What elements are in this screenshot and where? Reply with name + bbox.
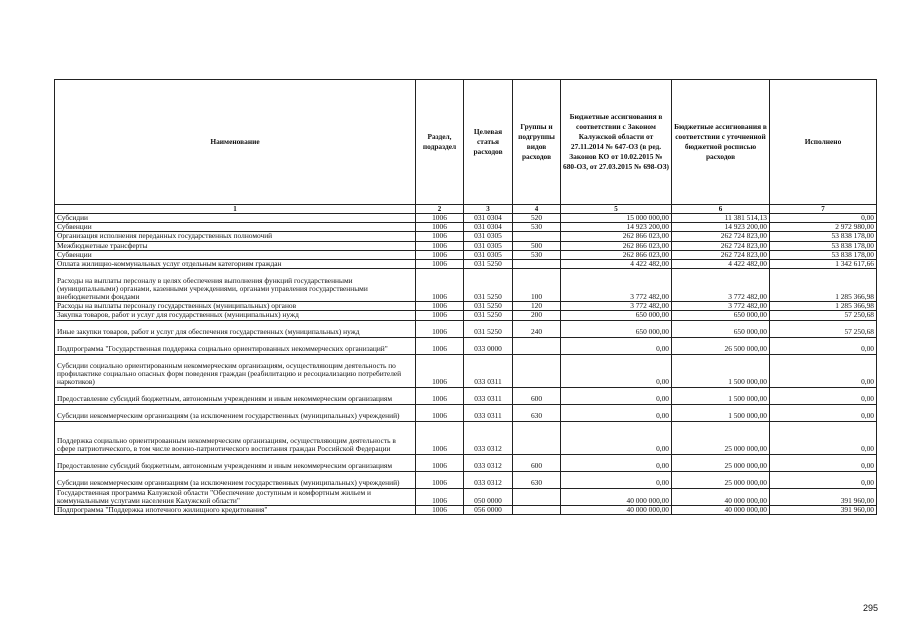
row-target-article: 031 5250 — [464, 260, 513, 269]
row-target-article: 033 0312 — [464, 471, 513, 488]
row-name: Межбюджетные трансферты — [55, 241, 416, 250]
row-revised-amount: 3 772 482,00 — [672, 302, 770, 311]
row-target-article: 031 0304 — [464, 214, 513, 223]
column-number: 6 — [672, 205, 770, 214]
table-row — [55, 250, 877, 259]
header-target-article: Целевая статья расходов — [464, 80, 513, 205]
row-revised-amount: 25 000 000,00 — [672, 454, 770, 471]
row-section: 1006 — [416, 320, 464, 337]
row-section: 1006 — [416, 214, 464, 223]
row-law-amount: 3 772 482,00 — [561, 269, 672, 302]
row-law-amount: 0,00 — [561, 421, 672, 454]
row-executed-amount: 53 838 178,00 — [770, 232, 877, 241]
row-law-amount: 0,00 — [561, 404, 672, 421]
row-target-article: 031 0304 — [464, 223, 513, 232]
table-row — [55, 506, 877, 515]
table-row — [55, 241, 877, 250]
table-row — [55, 302, 877, 311]
row-name: Организация исполнения переданных государственных полномочий — [55, 232, 416, 241]
column-number: 2 — [416, 205, 464, 214]
row-executed-amount: 1 342 617,66 — [770, 260, 877, 269]
row-target-article: 033 0311 — [464, 387, 513, 404]
row-target-article: 033 0000 — [464, 337, 513, 354]
header-executed: Исполнено — [770, 80, 877, 205]
row-target-article: 056 0000 — [464, 506, 513, 515]
row-executed-amount: 0,00 — [770, 214, 877, 223]
row-executed-amount: 391 960,00 — [770, 506, 877, 515]
row-name: Подпрограмма "Поддержка ипотечного жилищного кредитования" — [55, 506, 416, 515]
row-name: Закупка товаров, работ и услуг для государственных (муниципальных) нужд — [55, 311, 416, 320]
row-executed-amount: 1 285 366,98 — [770, 302, 877, 311]
row-name: Субсидии некоммерческим организациям (за исключением государственных (муниципальных) учреждений) — [55, 471, 416, 488]
row-revised-amount: 262 724 823,00 — [672, 232, 770, 241]
column-number: 5 — [561, 205, 672, 214]
row-revised-amount: 25 000 000,00 — [672, 471, 770, 488]
row-expense-group — [513, 354, 561, 387]
table-body — [55, 214, 877, 515]
row-section: 1006 — [416, 232, 464, 241]
row-expense-group — [513, 337, 561, 354]
row-revised-amount: 650 000,00 — [672, 320, 770, 337]
table-row — [55, 260, 877, 269]
row-section: 1006 — [416, 311, 464, 320]
table-row — [55, 354, 877, 387]
row-revised-amount: 25 000 000,00 — [672, 421, 770, 454]
header-expense-group: Группы и подгруппы видов расходов — [513, 80, 561, 205]
row-target-article: 033 0311 — [464, 404, 513, 421]
table-row — [55, 232, 877, 241]
row-revised-amount: 40 000 000,00 — [672, 488, 770, 505]
row-law-amount: 650 000,00 — [561, 311, 672, 320]
table-row — [55, 269, 877, 302]
row-expense-group — [513, 421, 561, 454]
row-name: Субсидии некоммерческим организациям (за исключением государственных (муниципальных) учреждений) — [55, 404, 416, 421]
row-section: 1006 — [416, 269, 464, 302]
row-name: Расходы на выплаты персоналу государственных (муниципальных) органов — [55, 302, 416, 311]
row-law-amount: 40 000 000,00 — [561, 488, 672, 505]
header-revised-allocations: Бюджетные ассигнования в соответствии с уточненной бюджетной росписью расходов — [672, 80, 770, 205]
header-name: Наименование — [55, 80, 416, 205]
row-section: 1006 — [416, 387, 464, 404]
table-row — [55, 421, 877, 454]
row-revised-amount: 26 500 000,00 — [672, 337, 770, 354]
row-expense-group: 600 — [513, 454, 561, 471]
row-expense-group: 240 — [513, 320, 561, 337]
row-section: 1006 — [416, 223, 464, 232]
row-section: 1006 — [416, 421, 464, 454]
row-executed-amount: 0,00 — [770, 421, 877, 454]
row-law-amount: 650 000,00 — [561, 320, 672, 337]
row-name: Подпрограмма "Государственная поддержка социально ориентированных некоммерческих организаций" — [55, 337, 416, 354]
row-law-amount: 262 866 023,00 — [561, 250, 672, 259]
row-name: Государственная программа Калужской области "Обеспечение доступным и комфортным жильем и коммунальными услугами населения Калужской области" — [55, 488, 416, 505]
row-target-article: 033 0312 — [464, 421, 513, 454]
row-revised-amount: 1 500 000,00 — [672, 387, 770, 404]
row-section: 1006 — [416, 354, 464, 387]
row-revised-amount: 11 381 514,13 — [672, 214, 770, 223]
row-executed-amount: 1 285 366,98 — [770, 269, 877, 302]
row-law-amount: 0,00 — [561, 337, 672, 354]
row-law-amount: 3 772 482,00 — [561, 302, 672, 311]
row-expense-group: 630 — [513, 471, 561, 488]
table-row — [55, 404, 877, 421]
row-section: 1006 — [416, 471, 464, 488]
row-executed-amount: 391 960,00 — [770, 488, 877, 505]
row-expense-group — [513, 260, 561, 269]
row-expense-group: 520 — [513, 214, 561, 223]
row-revised-amount: 3 772 482,00 — [672, 269, 770, 302]
column-number-row — [55, 205, 877, 214]
row-expense-group: 530 — [513, 250, 561, 259]
row-executed-amount: 0,00 — [770, 454, 877, 471]
row-law-amount: 40 000 000,00 — [561, 506, 672, 515]
table-row — [55, 387, 877, 404]
table-row — [55, 320, 877, 337]
row-executed-amount: 57 250,68 — [770, 320, 877, 337]
row-executed-amount: 0,00 — [770, 354, 877, 387]
row-target-article: 033 0312 — [464, 454, 513, 471]
row-section: 1006 — [416, 250, 464, 259]
row-section: 1006 — [416, 337, 464, 354]
row-law-amount: 4 422 482,00 — [561, 260, 672, 269]
row-section: 1006 — [416, 302, 464, 311]
row-law-amount: 262 866 023,00 — [561, 241, 672, 250]
table-row — [55, 454, 877, 471]
row-section: 1006 — [416, 454, 464, 471]
table-row — [55, 337, 877, 354]
row-executed-amount: 2 972 980,00 — [770, 223, 877, 232]
row-revised-amount: 1 500 000,00 — [672, 404, 770, 421]
row-executed-amount: 0,00 — [770, 404, 877, 421]
row-name: Иные закупки товаров, работ и услуг для обеспечения государственных (муниципальных) нужд — [55, 320, 416, 337]
header-row — [55, 80, 877, 205]
row-expense-group: 600 — [513, 387, 561, 404]
budget-table — [54, 79, 877, 515]
table-row — [55, 471, 877, 488]
row-expense-group — [513, 506, 561, 515]
row-section: 1006 — [416, 241, 464, 250]
row-target-article: 031 0305 — [464, 241, 513, 250]
column-number: 7 — [770, 205, 877, 214]
row-name: Предоставление субсидий бюджетным, автономным учреждениям и иным некоммерческим организациям — [55, 454, 416, 471]
row-revised-amount: 650 000,00 — [672, 311, 770, 320]
column-number: 3 — [464, 205, 513, 214]
row-target-article: 033 0311 — [464, 354, 513, 387]
row-revised-amount: 14 923 200,00 — [672, 223, 770, 232]
row-target-article: 031 5250 — [464, 311, 513, 320]
row-revised-amount: 4 422 482,00 — [672, 260, 770, 269]
row-executed-amount: 53 838 178,00 — [770, 250, 877, 259]
table-row — [55, 214, 877, 223]
row-name: Субвенции — [55, 250, 416, 259]
row-law-amount: 0,00 — [561, 354, 672, 387]
row-expense-group: 100 — [513, 269, 561, 302]
row-target-article: 031 5250 — [464, 269, 513, 302]
row-name: Субсидии — [55, 214, 416, 223]
row-expense-group — [513, 488, 561, 505]
row-executed-amount: 53 838 178,00 — [770, 241, 877, 250]
header-law-allocations: Бюджетные ассигнования в соответствии с Законом Калужской области от 27.11.2014 № 647-ОЗ (в ред. Законов КО от 10.02.2015 № 680-ОЗ, от 27.03.2015 № 698-ОЗ) — [561, 80, 672, 205]
row-revised-amount: 40 000 000,00 — [672, 506, 770, 515]
row-executed-amount: 0,00 — [770, 471, 877, 488]
row-law-amount: 15 000 000,00 — [561, 214, 672, 223]
row-target-article: 031 5250 — [464, 302, 513, 311]
table-row — [55, 223, 877, 232]
row-law-amount: 0,00 — [561, 454, 672, 471]
column-number: 1 — [55, 205, 416, 214]
row-name: Субвенции — [55, 223, 416, 232]
row-name: Субсидии социально ориентированным некоммерческим организациям, осуществляющим деятельность по профилактике социально опасных форм поведения граждан (реабилитацию и ресоциализацию потребителей наркотиков) — [55, 354, 416, 387]
row-expense-group: 530 — [513, 223, 561, 232]
column-number: 4 — [513, 205, 561, 214]
row-expense-group: 200 — [513, 311, 561, 320]
row-executed-amount: 0,00 — [770, 337, 877, 354]
row-target-article: 050 0000 — [464, 488, 513, 505]
row-law-amount: 0,00 — [561, 471, 672, 488]
row-section: 1006 — [416, 404, 464, 421]
row-revised-amount: 262 724 823,00 — [672, 241, 770, 250]
row-executed-amount: 0,00 — [770, 387, 877, 404]
row-target-article: 031 0305 — [464, 250, 513, 259]
row-name: Поддержка социально ориентированным некоммерческим организациям, осуществляющим деятельность в сфере патриотического, в том числе военно-патриотического воспитания граждан Российской Федерации — [55, 421, 416, 454]
row-expense-group: 630 — [513, 404, 561, 421]
row-revised-amount: 1 500 000,00 — [672, 354, 770, 387]
row-section: 1006 — [416, 506, 464, 515]
row-law-amount: 14 923 200,00 — [561, 223, 672, 232]
row-target-article: 031 5250 — [464, 320, 513, 337]
header-section: Раздел, подраздел — [416, 80, 464, 205]
row-expense-group: 120 — [513, 302, 561, 311]
row-revised-amount: 262 724 823,00 — [672, 250, 770, 259]
row-expense-group: 500 — [513, 241, 561, 250]
row-section: 1006 — [416, 488, 464, 505]
table-row — [55, 488, 877, 505]
row-name: Предоставление субсидий бюджетным, автономным учреждениям и иным некоммерческим организациям — [55, 387, 416, 404]
row-expense-group — [513, 232, 561, 241]
row-name: Оплата жилищно-коммунальных услуг отдельным категориям граждан — [55, 260, 416, 269]
row-section: 1006 — [416, 260, 464, 269]
row-executed-amount: 57 250,68 — [770, 311, 877, 320]
row-name: Расходы на выплаты персоналу в целях обеспечения выполнения функций государственными (муниципальными) органами, казенными учреждениями, органами управления государственными внебюджетными фондами — [55, 269, 416, 302]
row-target-article: 031 0305 — [464, 232, 513, 241]
row-law-amount: 0,00 — [561, 387, 672, 404]
page-number: 295 — [863, 603, 879, 613]
row-law-amount: 262 866 023,00 — [561, 232, 672, 241]
table-row — [55, 311, 877, 320]
